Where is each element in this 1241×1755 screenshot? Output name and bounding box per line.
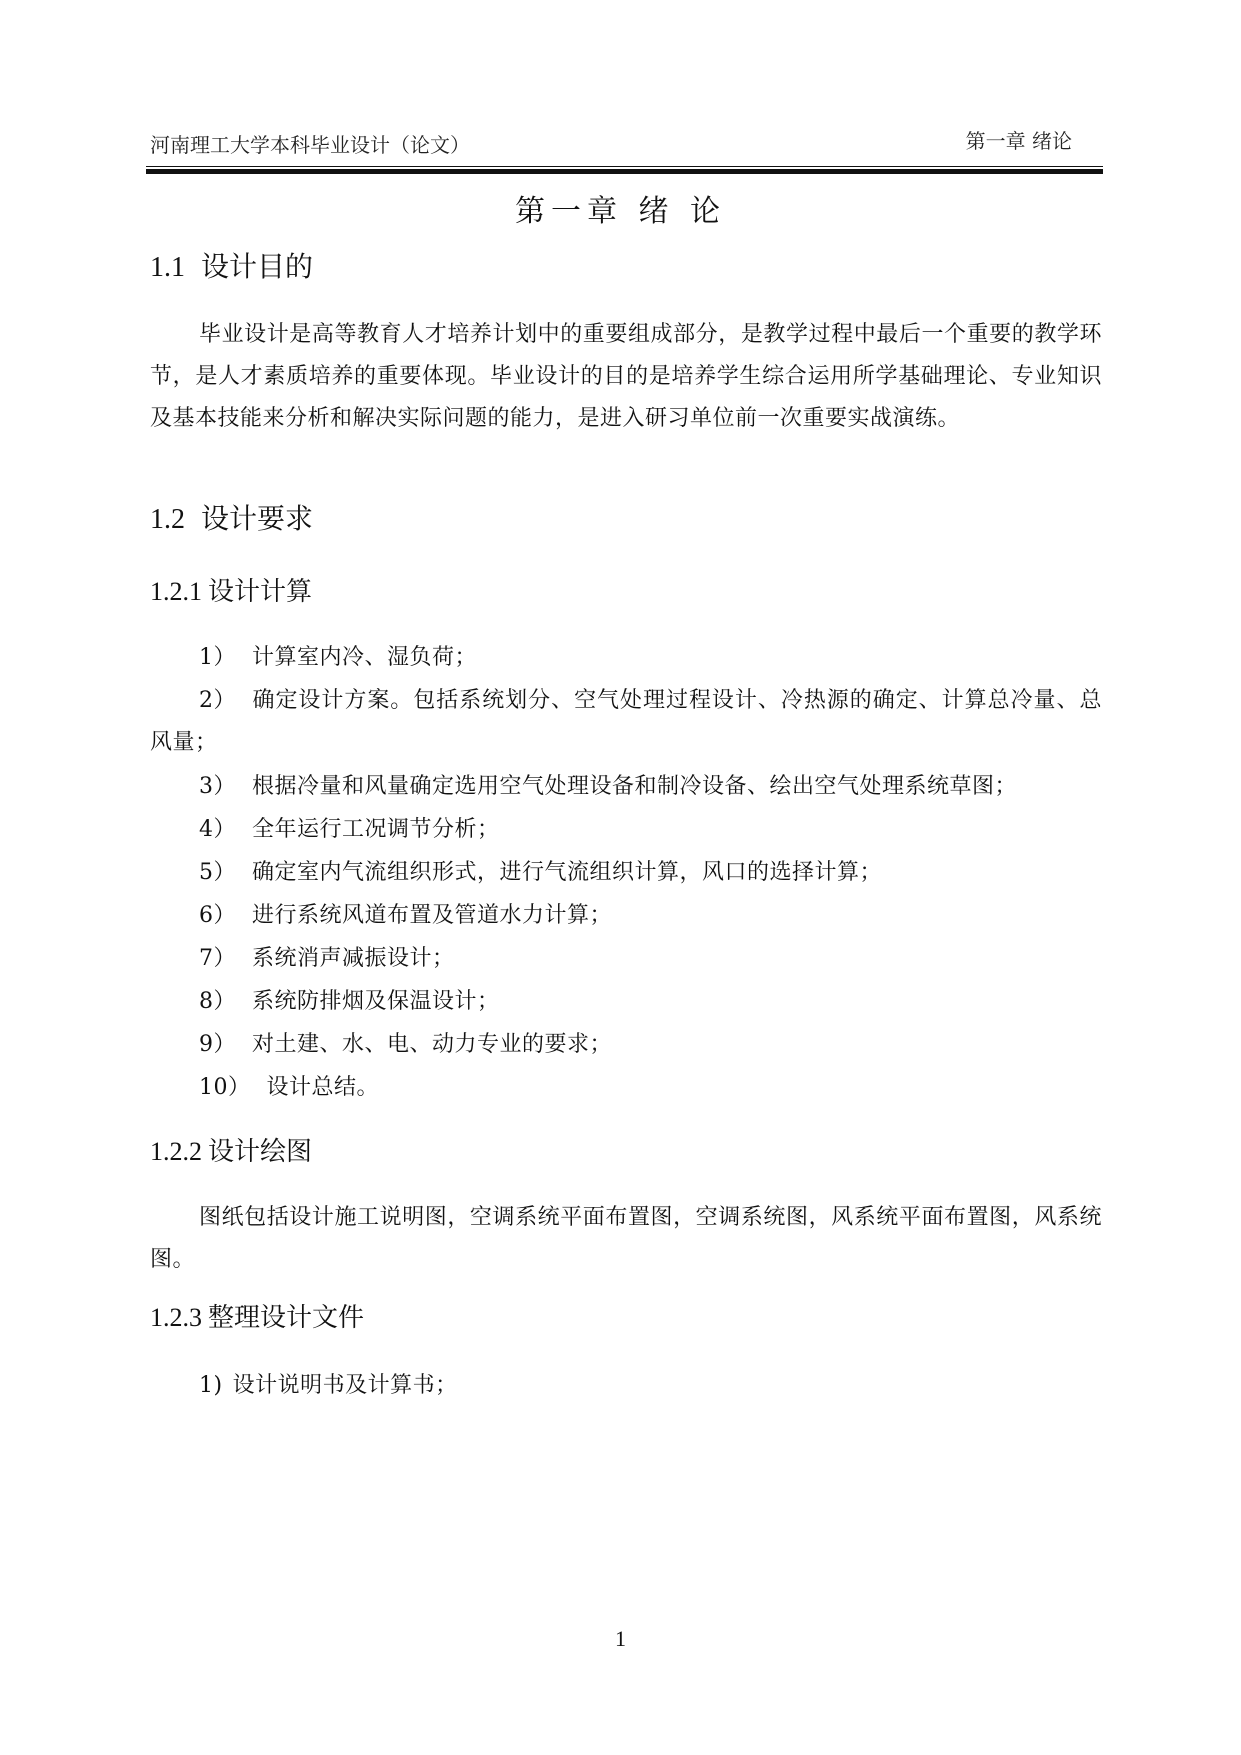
list-text: 系统消声减振设计； <box>252 946 455 971</box>
list-item <box>150 1024 1102 1066</box>
section-number: 1.2.1 <box>150 577 202 606</box>
running-header <box>150 128 1102 162</box>
section-title: 设计要求 <box>201 502 314 535</box>
list-item <box>150 852 1102 894</box>
section-title: 设计目的 <box>201 250 314 283</box>
list-text: 设计总结。 <box>266 1075 380 1100</box>
list-marker: 1） <box>199 645 236 670</box>
header-rule-thick <box>146 169 1103 174</box>
section-heading-1-2 <box>150 500 313 539</box>
list-text: 全年运行工况调节分析； <box>252 817 500 842</box>
list-item <box>150 637 1102 679</box>
section-heading-1-2-1 <box>150 574 312 610</box>
list-marker: 6） <box>199 903 236 928</box>
section-number: 1.2.3 <box>150 1303 202 1332</box>
list-marker: 3） <box>199 774 236 799</box>
list-text: 进行系统风道布置及管道水力计算； <box>252 903 613 928</box>
section-title: 设计计算 <box>208 577 313 607</box>
page-number: 1 <box>615 1626 626 1651</box>
list-text: 根据冷量和风量确定选用空气处理设备和制冷设备、绘出空气处理系统草图； <box>252 774 1018 799</box>
list-item <box>150 1067 1102 1109</box>
list-marker: 8） <box>199 989 236 1014</box>
list-item <box>150 981 1102 1023</box>
section-title: 设计绘图 <box>208 1137 313 1167</box>
list-item <box>150 680 1102 764</box>
list-marker: 10） <box>199 1075 251 1100</box>
section-1-2-2-paragraph: 图纸包括设计施工说明图，空调系统平面布置图，空调系统图，风系统平面布置图，风系统图。 <box>150 1205 1102 1272</box>
list-marker: 9） <box>199 1032 236 1057</box>
section-number: 1.2 <box>150 504 185 535</box>
header-chapter-label: 第一章 绪论 <box>965 129 1072 153</box>
section-heading-1-2-3 <box>150 1300 364 1336</box>
list-item <box>150 809 1102 851</box>
list-item <box>150 766 1102 808</box>
section-number: 1.1 <box>150 252 185 283</box>
list-marker: 2） <box>199 688 236 713</box>
list-marker: 1) <box>199 1373 223 1398</box>
list-item <box>150 895 1102 937</box>
section-1-1-paragraph: 毕业设计是高等教育人才培养计划中的重要组成部分，是教学过程中最后一个重要的教学环节，是人才素质培养的重要体现。毕业设计的目的是培养学生综合运用所学基础理论、专业知识及基本技能来分析和解决实际问题的能力，是进入研习单位前一次重要实战演练。 <box>150 322 1102 431</box>
section-heading-1-1 <box>150 248 313 287</box>
list-item <box>150 938 1102 980</box>
header-thesis-title: 河南理工大学本科毕业设计（论文） <box>150 133 470 157</box>
list-marker: 7） <box>199 946 236 971</box>
chapter-title: 第一章 绪 论 <box>514 194 727 229</box>
list-item <box>150 1365 1102 1407</box>
list-text: 确定设计方案。包括系统划分、空气处理过程设计、冷热源的确定、计算总冷量、总风量； <box>150 688 1102 755</box>
list-marker: 4） <box>199 817 236 842</box>
header-rule-thin <box>146 166 1103 167</box>
list-text: 计算室内冷、湿负荷； <box>252 645 478 670</box>
list-text: 确定室内气流组织形式，进行气流组织计算，风口的选择计算； <box>252 860 883 885</box>
section-heading-1-2-2 <box>150 1134 312 1170</box>
section-number: 1.2.2 <box>150 1137 202 1166</box>
section-title: 整理设计文件 <box>208 1303 365 1333</box>
list-text: 对土建、水、电、动力专业的要求； <box>252 1032 613 1057</box>
list-text: 设计说明书及计算书； <box>232 1373 458 1398</box>
list-text: 系统防排烟及保温设计； <box>252 989 500 1014</box>
list-marker: 5） <box>199 860 236 885</box>
